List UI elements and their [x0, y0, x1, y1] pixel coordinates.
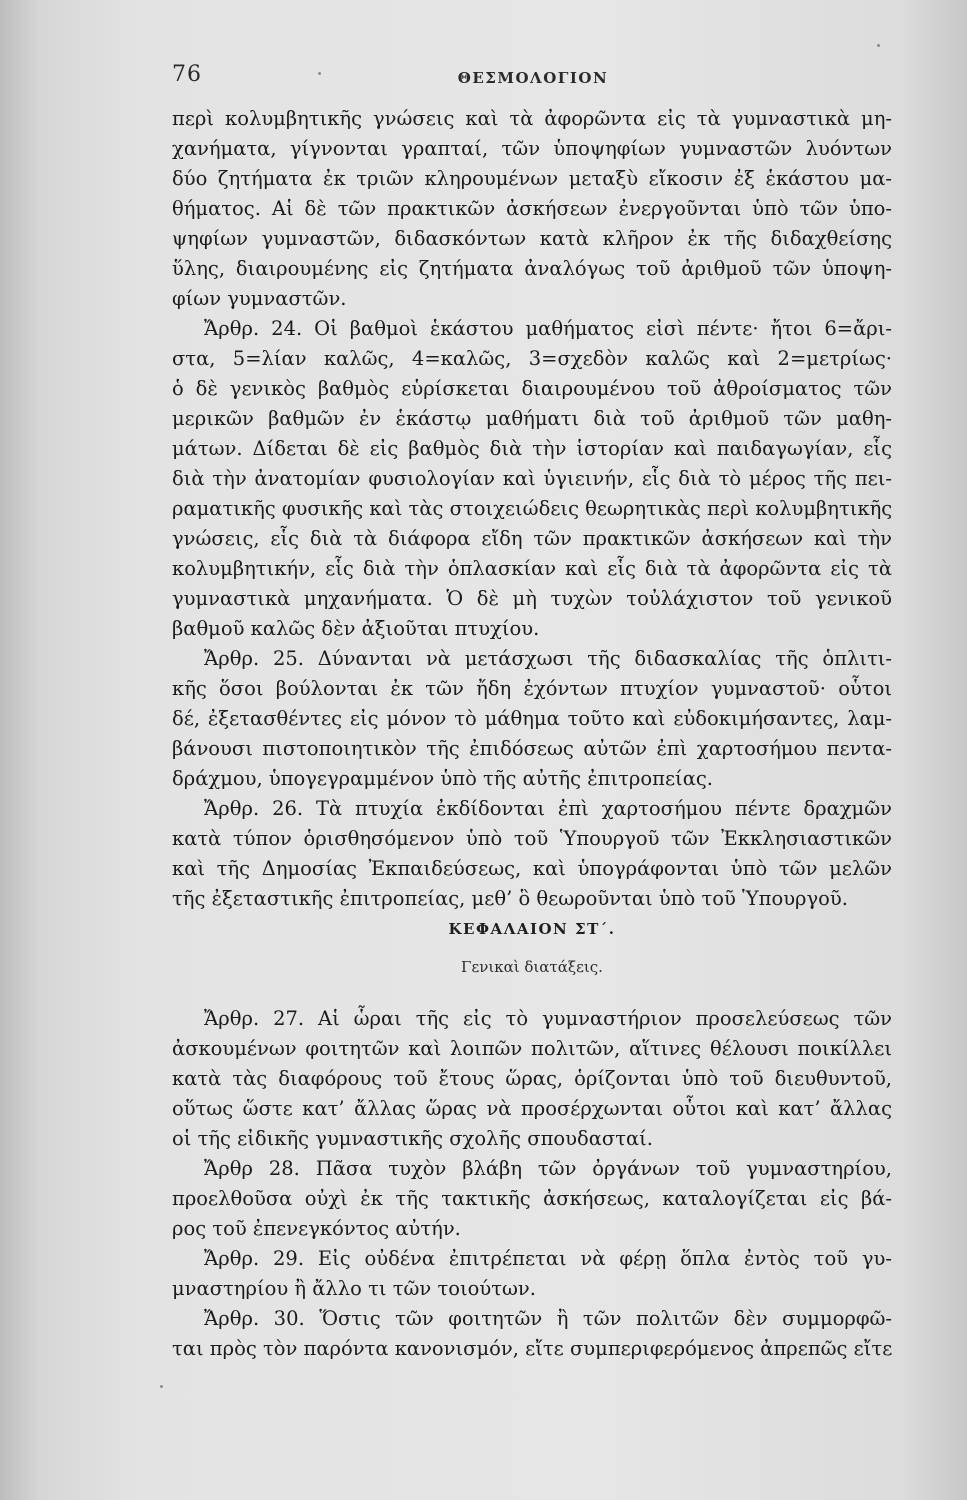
text-line: μναστηρίου ἢ ἄλλο τι τῶν τοιούτων. — [172, 1277, 536, 1300]
text-line: διὰ τὴν ἀνατομίαν φυσιολογίαν καὶ ὑγιεινήν, εἷς διὰ τὸ μέρος τῆς πει- — [172, 467, 892, 490]
article-28-heading-line: Ἄρθρ 28. Πᾶσα τυχὸν βλάβη τῶν ὀργάνων τοῦ γυμναστηρίου, — [204, 1157, 892, 1180]
text-line: χανήματα, γίγνονται γραπταί, τῶν ὑποψηφίων γυμναστῶν λυόντων — [172, 137, 892, 160]
article-30-heading-line: Ἄρθρ. 30. Ὅστις τῶν φοιτητῶν ἢ τῶν πολιτῶν δὲν συμμορφῶ- — [204, 1307, 892, 1330]
text-line: καὶ τῆς Δημοσίας Ἐκπαιδεύσεως, καὶ ὑπογράφονται ὑπὸ τῶν μελῶν — [172, 857, 892, 880]
text-line: ἀσκουμένων φοιτητῶν καὶ λοιπῶν πολιτῶν, αἵτινες θέλουσι ποικίλλει — [172, 1037, 892, 1060]
text-line: τῆς ἐξεταστικῆς ἐπιτροπείας, μεθ’ ὃ θεωροῦνται ὑπὸ τοῦ Ὑπουργοῦ. — [172, 887, 848, 910]
chapter-subtitle: Γενικαὶ διατάξεις. — [461, 958, 603, 976]
article-25-heading-line: Ἄρθρ. 25. Δύνανται νὰ μετάσχωσι τῆς διδασκαλίας τῆς ὁπλιτι- — [204, 647, 892, 670]
text-line: κατὰ τύπον ὁρισθησόμενον ὑπὸ τοῦ Ὑπουργοῦ τῶν Ἐκκλησιαστικῶν — [172, 827, 892, 850]
text-line: προελθοῦσα οὐχὶ ἐκ τῆς τακτικῆς ἀσκήσεως, καταλογίζεται εἰς βά- — [172, 1187, 892, 1210]
scan-speck — [160, 1385, 163, 1388]
article-24-heading-line: Ἄρθρ. 24. Οἱ βαθμοὶ ἑκάστου μαθήματος εἰσὶ πέντε· ἤτοι 6=ἄρι- — [204, 317, 892, 340]
text-line: ὁ δὲ γενικὸς βαθμὸς εὑρίσκεται διαιρουμένου τοῦ ἀθροίσματος τῶν — [172, 377, 892, 400]
text-line: ρος τοῦ ἐπενεγκόντος αὐτήν. — [172, 1217, 461, 1240]
text-line: κολυμβητικήν, εἷς διὰ τὴν ὁπλασκίαν καὶ εἷς διὰ τὰ ἀφορῶντα εἰς τὰ — [172, 557, 892, 580]
chapter-title: ΚΕΦΑΛΑΙΟΝ ΣΤ΄. — [448, 920, 616, 938]
article-29-heading-line: Ἄρθρ. 29. Εἰς οὐδένα ἐπιτρέπεται νὰ φέρῃ ὅπλα ἐντὸς τοῦ γυ- — [204, 1247, 892, 1270]
text-line: δύο ζητήματα ἐκ τριῶν κληρουμένων μεταξὺ εἴκοσιν ἐξ ἑκάστου μα- — [172, 167, 892, 190]
text-line: γνώσεις, εἷς διὰ τὰ διάφορα εἴδη τῶν πρακτικῶν ἀσκήσεων καὶ τὴν — [172, 527, 892, 550]
text-line: οἱ τῆς εἰδικῆς γυμναστικῆς σχολῆς σπουδασταί. — [172, 1127, 654, 1150]
article-26-heading-line: Ἄρθρ. 26. Τὰ πτυχία ἐκδίδονται ἐπὶ χαρτοσήμου πέντε δραχμῶν — [204, 797, 892, 820]
text-line: μάτων. Δίδεται δὲ εἰς βαθμὸς διὰ τὴν ἱστορίαν καὶ παιδαγωγίαν, εἷς — [172, 437, 892, 460]
text-line: ψηφίων γυμναστῶν, διδασκόντων κατὰ κλῆρον ἐκ τῆς διδαχθείσης — [172, 227, 892, 250]
text-line: βάνουσι πιστοποιητικὸν τῆς ἐπιδόσεως αὐτῶν ἐπὶ χαρτοσήμου πεντα- — [172, 737, 892, 760]
text-line: βαθμοῦ καλῶς δὲν ἀξιοῦται πτυχίου. — [172, 617, 540, 640]
scan-speck — [318, 72, 321, 75]
text-line: θήματος. Αἱ δὲ τῶν πρακτικῶν ἀσκήσεων ἐνεργοῦνται ὑπὸ τῶν ὑπο- — [172, 197, 892, 220]
text-line: μερικῶν βαθμῶν ἐν ἑκάστῳ μαθήματι διὰ τοῦ ἀριθμοῦ τῶν μαθη- — [172, 407, 892, 430]
text-line: δράχμου, ὑπογεγραμμένον ὑπὸ τῆς αὐτῆς ἐπιτροπείας. — [172, 767, 713, 790]
text-line: οὕτως ὥστε κατ’ ἄλλας ὥρας νὰ προσέρχωνται οὗτοι καὶ κατ’ ἄλλας — [172, 1097, 892, 1120]
page-header — [172, 58, 894, 92]
text-line: κῆς ὅσοι βούλονται ἐκ τῶν ἤδη ἐχόντων πτυχίον γυμναστοῦ· οὗτοι — [172, 677, 892, 700]
text-line: φίων γυμναστῶν. — [172, 287, 347, 310]
text-line: περὶ κολυμβητικῆς γνώσεις καὶ τὰ ἀφορῶντα εἰς τὰ γυμναστικὰ μη- — [172, 107, 892, 130]
running-title: ΘΕΣΜΟΛΟΓΙΟΝ — [457, 69, 609, 87]
text-line: στα, 5=λίαν καλῶς, 4=καλῶς, 3=σχεδὸν καλῶς καὶ 2=μετρίως· — [172, 347, 892, 370]
article-27-heading-line: Ἄρθρ. 27. Αἱ ὧραι τῆς εἰς τὸ γυμναστήριον προσελεύσεως τῶν — [204, 1007, 892, 1030]
text-line: κατὰ τὰς διαφόρους τοῦ ἔτους ὥρας, ὁρίζονται ὑπὸ τοῦ διευθυντοῦ, — [172, 1067, 892, 1090]
text-line: γυμναστικὰ μηχανήματα. Ὁ δὲ μὴ τυχὼν τοὐλάχιστον τοῦ γενικοῦ — [172, 587, 892, 610]
scan-speck — [877, 44, 880, 47]
page-number: 76 — [172, 62, 202, 87]
text-line: ται πρὸς τὸν παρόντα κανονισμόν, εἴτε συμπεριφερόμενος ἀπρεπῶς εἴτε — [172, 1337, 892, 1360]
text-line: ραματικῆς φυσικῆς καὶ τὰς στοιχειώδεις θεωρητικὰς περὶ κολυμβητικῆς — [172, 497, 892, 520]
text-line: δέ, ἐξετασθέντες εἰς μόνον τὸ μάθημα τοῦτο καὶ εὐδοκιμήσαντες, λαμ- — [172, 707, 892, 730]
text-line: ὕλης, διαιρουμένης εἰς ζητήματα ἀναλόγως τοῦ ἀριθμοῦ τῶν ὑποψη- — [172, 257, 892, 280]
